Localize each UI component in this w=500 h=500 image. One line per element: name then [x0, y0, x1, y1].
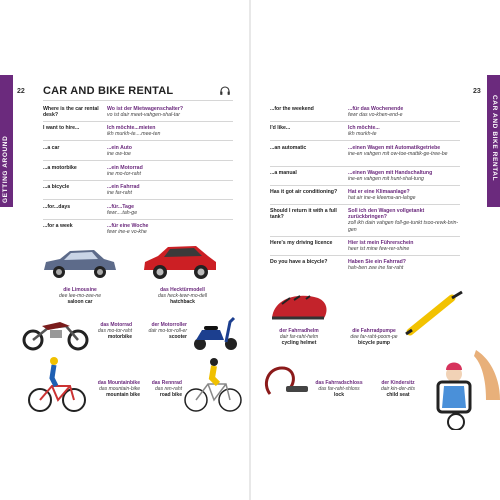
caption-motorbike: das Motorrad das mo-tor-raht motorbike [97, 322, 132, 340]
caption-road-bike: das Rennrad das ren-raht road bike [151, 380, 182, 398]
phrase-english: ...an automatic [270, 145, 307, 151]
row-divider [43, 199, 233, 200]
section-tab-left-label: GETTING AROUND [2, 135, 9, 203]
row-divider [43, 219, 233, 220]
phrase-german: ...für eine Woche fewr ine-e vo-khe [107, 223, 149, 236]
row-divider [270, 140, 460, 141]
child-seat-image [426, 340, 500, 430]
section-tab-right-label: CAR AND BIKE RENTAL [491, 95, 498, 182]
hatchback-image [140, 240, 220, 284]
scooter-image [190, 308, 240, 352]
phrase-german: ...für...Tage fewr....tah-ge [107, 204, 138, 217]
phrase-english: I want to hire... [43, 125, 80, 131]
row-divider [43, 180, 233, 181]
row-divider [270, 185, 460, 186]
caption-mountain-bike: das Mountainbike das mountain-bike mountain bike [97, 380, 140, 398]
caption-saloon-car: die Limousine dee lee-mo-zee-ne saloon car [59, 287, 101, 305]
cycling-helmet-image [268, 290, 330, 326]
phrase-english: ...a car [43, 145, 60, 151]
row-divider [43, 121, 233, 122]
page-number-right: 23 [473, 88, 481, 95]
motorbike-image [20, 310, 92, 352]
phrase-german: Ich möchte...mieten ikh murkh-te....mee-ten [107, 125, 161, 138]
row-divider [43, 140, 233, 141]
caption-scooter: der Motorroller dair mo-tor-roll-er scooter [148, 322, 187, 340]
mountain-bike-image [26, 354, 88, 414]
lock-image [262, 364, 312, 400]
phrase-german: Ich möchte... ikh murkh-te [348, 125, 380, 138]
caption-hatchback: das Hecktürmodell das heck-tewr-mo-dell hatchback [157, 287, 208, 305]
phrase-english: ...for...days [43, 204, 71, 210]
book-spine [249, 0, 251, 500]
audio-icon[interactable] [219, 85, 231, 97]
phrase-german: Soll ich den Wagen vollgetankt zurückbringen? zoll ikh dain vahgen foll-ge-tunkt tsoo-rewk-brin-gen [348, 208, 459, 233]
phrase-english: Here's my driving licence [270, 240, 333, 246]
phrase-german: Hat er eine Klimaanlage? hat air ine-e kleema-an-lahge [348, 189, 416, 202]
phrase-german: ...für das Wochenende fewr das vo-khen-end-e [348, 106, 404, 119]
page-number-left: 22 [17, 88, 25, 95]
phrase-english: ...a motorbike [43, 165, 77, 171]
phrase-english: Should I return it with a full tank? [270, 208, 337, 221]
row-divider [270, 121, 460, 122]
phrase-english: ...a manual [270, 170, 297, 176]
caption-cycling-helmet: der Fahrradhelm dair far-raht-helm cycling helmet [279, 328, 319, 346]
phrase-english: ...for the weekend [270, 106, 314, 112]
title-rule [43, 100, 233, 101]
saloon-car-image [40, 242, 118, 284]
row-divider [43, 160, 233, 161]
phrase-german: Hier ist mein Führerschein heer ist mine few-rer-shine [348, 240, 414, 253]
phrase-english: ...a bicycle [43, 184, 70, 190]
phrase-english: Do you have a bicycle? [270, 259, 328, 265]
phrase-german: ...ein Fahrrad ine far-raht [107, 184, 140, 197]
row-divider [270, 204, 460, 205]
caption-child-seat: der Kindersitz dair kin-der-zits child seat [380, 380, 416, 398]
phrase-german: Haben Sie ein Fahrrad? hah-ben zee ine far-raht [348, 259, 406, 272]
phrase-english: Has it got air conditioning? [270, 189, 338, 195]
row-divider [270, 236, 460, 237]
road-bike-image [184, 354, 242, 414]
section-tab-right [487, 75, 500, 207]
phrase-english: I'd like... [270, 125, 291, 131]
page-title: CAR AND BIKE RENTAL [43, 85, 174, 97]
phrase-german: Wo ist der Mietwagenschalter? vo ist dair meet-vahgen-shal-tar [107, 106, 184, 119]
phrase-german: ...ein Motorrad ine mo-tor-raht [107, 165, 143, 178]
section-tab-left [0, 75, 13, 207]
phrase-german: ...einen Wagen mit Handschaltung ine-en vahgen mit hunt-shal-tung [348, 170, 433, 183]
caption-lock: das Fahrradschloss das far-raht-shloss lock [315, 380, 363, 398]
bicycle-pump-image [404, 290, 466, 336]
row-divider [270, 255, 460, 256]
phrase-english: Where is the car rental desk? [43, 106, 99, 119]
phrase-english: ...for a week [43, 223, 73, 229]
row-divider [270, 166, 460, 167]
phrase-german: ...einen Wagen mit Automatikgetriebe ine-en vahgen mit ow-toe-mattik-ge-tree-be [348, 145, 448, 158]
phrase-german: ...ein Auto ine ow-toe [107, 145, 132, 158]
caption-bicycle-pump: die Fahrradpumpe dee far-raht-poom-pe bicycle pump [350, 328, 398, 346]
